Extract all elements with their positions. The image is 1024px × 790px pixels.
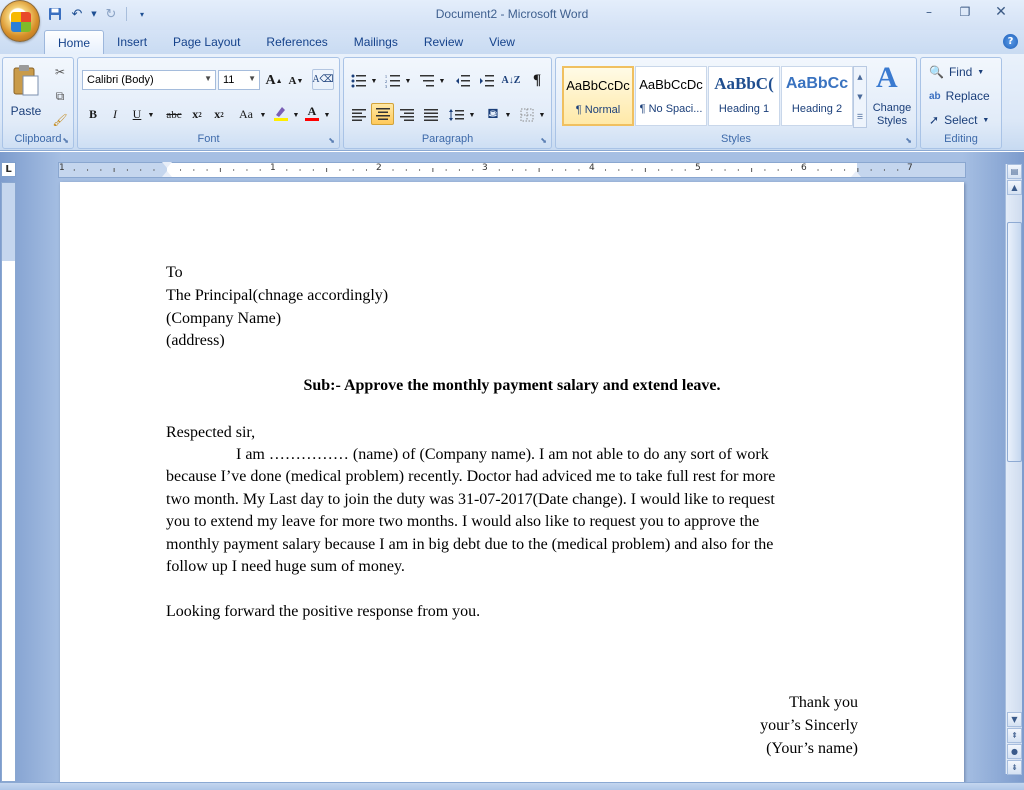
customize-qat-icon[interactable]: ▾ [139,9,144,19]
redo-icon[interactable]: ↻ [105,6,117,22]
multilevel-dropdown-icon[interactable]: ▼ [438,76,446,85]
style-preview: AaBbC( [714,74,774,93]
letter-salutation: Respected sir, [166,424,256,441]
superscript-button[interactable]: x 2 [214,107,224,121]
shrink-font-button[interactable]: A ▼ [288,74,304,87]
grow-font-glyph: A [265,72,276,88]
highlight-dropdown-icon[interactable]: ▼ [292,110,300,119]
cursor-arrow-icon: ➚ [929,113,940,127]
subscript-glyph: x [192,107,199,121]
line-spacing-dropdown-icon[interactable]: ▼ [468,110,476,119]
styles-launcher-icon[interactable]: ⬊ [905,136,912,145]
ruler-label: 7 [907,163,913,173]
chevron-down-icon: ▼ [977,68,985,76]
ribbon [0,54,1024,151]
tab-insert[interactable]: Insert [117,35,148,49]
ruler-label: 2 [376,163,382,173]
change-case-button[interactable]: Aa [239,107,253,121]
gallery-down-icon[interactable]: ▼ [857,93,863,101]
font-group [77,57,340,149]
italic-button[interactable]: I [113,107,117,121]
tab-mailings[interactable]: Mailings [353,35,398,49]
help-icon[interactable]: ? [1003,34,1018,49]
previous-page-icon[interactable]: ⇞ [1007,728,1022,743]
change-styles-button[interactable] [870,62,914,132]
subscript-button[interactable]: x 2 [192,107,202,121]
document-work-area [0,152,1024,790]
styles-label: Styles [721,133,751,145]
shrink-font-glyph: A [288,74,297,87]
copy-icon[interactable]: ⧉ [55,89,65,103]
clipboard-launcher-icon[interactable]: ⬊ [62,136,69,145]
address-line: (Company Name) [166,310,282,327]
gallery-up-icon[interactable]: ▲ [857,73,863,81]
change-styles-icon: A [876,61,898,94]
multilevel-list-icon[interactable] [416,70,438,91]
window-title: Document2 - Microsoft Word [435,7,589,21]
chevron-down-icon: ▼ [204,74,212,83]
ruler-label: 5 [695,163,701,173]
binoculars-icon: 🔍 [929,65,944,79]
underline-button[interactable]: U [132,107,142,121]
chevron-down-icon: ▼ [248,74,256,83]
font-color-button[interactable] [302,102,322,123]
show-formatting-marks-icon[interactable]: ¶ [532,72,542,88]
address-line: To [166,264,183,281]
minimize-icon[interactable]: – [926,5,932,19]
tab-page-layout[interactable]: Page Layout [173,35,241,49]
signoff-line: your’s Sincerly [760,717,858,734]
document-page[interactable] [60,182,964,790]
borders-icon[interactable] [516,104,538,125]
undo-icon[interactable]: ↶ [71,6,83,22]
horizontal-ruler[interactable] [58,162,966,178]
paste-icon [11,64,41,98]
svg-text:2: 2 [385,78,387,84]
address-line: The Principal(chnage accordingly) [166,287,389,304]
body-line: I am …………… (name) of (Company name). I am not able to do any sort of work [236,446,769,463]
styles-group [555,57,917,149]
tab-selector-button[interactable]: L [1,162,16,177]
line-spacing-icon[interactable] [446,104,468,125]
letter-subject: Sub:- Approve the monthly payment salary and extend leave. [303,377,721,394]
clipboard-group [2,57,74,149]
font-color-dropdown-icon[interactable]: ▼ [323,110,331,119]
style-name: Heading 1 [718,103,770,115]
address-line: (address) [166,332,225,349]
tab-review[interactable]: Review [423,35,464,49]
editing-group [920,57,1002,149]
ruler-label: 1 [270,163,276,173]
ruler-label: 6 [801,163,807,173]
paste-label: Paste [10,104,42,118]
right-indent-marker[interactable] [851,171,861,177]
numbering-icon[interactable] [382,70,404,91]
superscript-glyph: x [214,107,221,121]
font-label: Font [197,133,220,145]
ribbon-tabs [44,30,528,54]
clear-formatting-icon[interactable]: A⌫ [312,69,334,90]
style-no-spacing[interactable] [635,66,707,126]
status-bar [0,782,1024,790]
align-left-icon[interactable] [348,104,370,125]
strikethrough-button[interactable]: abc [166,108,182,121]
first-line-indent-marker[interactable] [162,162,172,168]
style-preview: AaBbCcDc [566,78,630,93]
change-styles-label: Change Styles [872,102,912,127]
body-line: follow up I need huge sum of money. [166,558,405,575]
center-align-icon[interactable] [371,103,394,125]
numbering-dropdown-icon[interactable]: ▼ [404,76,412,85]
cut-icon[interactable]: ✂ [54,65,66,79]
find-button[interactable] [929,62,984,82]
paragraph-launcher-icon[interactable]: ⬊ [540,136,547,145]
chevron-down-icon: ▼ [982,116,990,124]
replace-button[interactable] [929,86,990,106]
body-line: monthly payment salary because I am in big debt due to the (medical problem) and also for the [166,536,774,553]
justify-icon[interactable] [420,104,442,125]
window-controls [912,2,1018,22]
style-name: ¶ Normal [575,104,621,116]
ruler-ticks [59,163,965,177]
sort-icon[interactable]: A↓Z [501,75,521,86]
format-painter-icon[interactable]: 🖌 [52,113,68,127]
select-label: Select [944,113,978,127]
bullets-dropdown-icon[interactable]: ▼ [370,76,378,85]
font-color-glyph: A [307,103,317,118]
bullets-icon[interactable] [348,70,370,91]
ruler-top-margin [2,183,15,261]
office-logo-icon [11,12,31,32]
font-launcher-icon[interactable]: ⬊ [328,136,335,145]
font-color-bar [305,118,319,121]
signoff-line: (Your’s name) [766,740,858,757]
replace-icon: ab [929,90,941,102]
font-size-combo[interactable] [218,70,260,90]
body-line: two month. My Last day to join the duty was 31-07-2017(Date change). I would like to request [166,491,775,508]
gallery-more-icon[interactable]: ☰ [856,113,864,121]
grow-font-button[interactable]: A ▲ [265,72,283,88]
increase-indent-icon[interactable] [476,70,498,91]
view-ruler-icon[interactable]: ▤ [1007,164,1022,179]
underline-dropdown-icon[interactable]: ▼ [147,110,155,119]
scroll-thumb[interactable] [1007,222,1022,462]
style-normal[interactable] [562,66,634,126]
style-preview: AaBbCcDc [639,77,703,92]
borders-dropdown-icon[interactable]: ▼ [538,110,546,119]
restore-icon[interactable]: ❐ [959,5,971,19]
highlight-icon[interactable] [270,102,292,123]
select-button[interactable] [929,110,989,130]
ruler-label: 1 [59,163,65,173]
title-bar [0,0,1024,30]
style-preview: AaBbCc [785,75,849,92]
scroll-up-icon[interactable]: ▲ [1007,180,1022,195]
select-browse-object-icon[interactable]: ● [1007,744,1022,759]
bold-button[interactable]: B [88,107,97,121]
style-name: Heading 2 [791,103,843,115]
style-name: ¶ No Spaci... [639,103,703,115]
editing-label: Editing [944,133,978,145]
vertical-ruler[interactable] [1,182,16,782]
office-button[interactable] [0,0,40,42]
align-right-icon[interactable] [396,104,418,125]
vertical-scrollbar[interactable] [1005,164,1022,774]
body-line: you to extend my leave for more two months. I would also like to request you to approve the [166,513,760,530]
svg-text:1: 1 [385,73,387,79]
scroll-down-icon[interactable]: ▼ [1007,712,1022,727]
font-size-value: 11 [223,74,235,86]
left-indent-marker[interactable] [162,171,172,177]
tab-view[interactable]: View [489,35,515,49]
closing-line: Looking forward the positive response from you. [166,603,481,620]
tab-references[interactable]: References [266,35,328,49]
paragraph-group [343,57,552,149]
decrease-indent-icon[interactable] [452,70,474,91]
clipboard-label: Clipboard [14,133,62,145]
paste-button[interactable] [7,62,45,122]
style-heading-2[interactable] [781,66,853,126]
replace-label: Replace [945,89,990,103]
styles-gallery-scroll [853,66,867,128]
font-name-value: Calibri (Body) [87,74,154,86]
signoff-line: Thank you [789,694,858,711]
style-heading-1[interactable] [708,66,780,126]
tab-home[interactable]: Home [44,30,104,54]
svg-text:3: 3 [385,83,387,88]
undo-dropdown-icon[interactable]: ▼ [91,10,97,18]
next-page-icon[interactable]: ⇟ [1007,760,1022,775]
shading-icon[interactable]: ⛾ [487,106,499,122]
ribbon-tab-bar [0,30,1024,54]
close-icon[interactable]: ✕ [995,4,1007,20]
find-label: Find [948,65,973,79]
ruler-label: 4 [589,163,595,173]
paragraph-label: Paragraph [421,133,474,145]
ruler-label: 3 [482,163,488,173]
shading-dropdown-icon[interactable]: ▼ [504,110,512,119]
change-case-dropdown-icon[interactable]: ▼ [259,110,267,119]
font-name-combo[interactable] [82,70,216,90]
body-line: because I’ve done (medical problem) recently. Doctor had adviced me to take full rest for more [166,468,776,485]
